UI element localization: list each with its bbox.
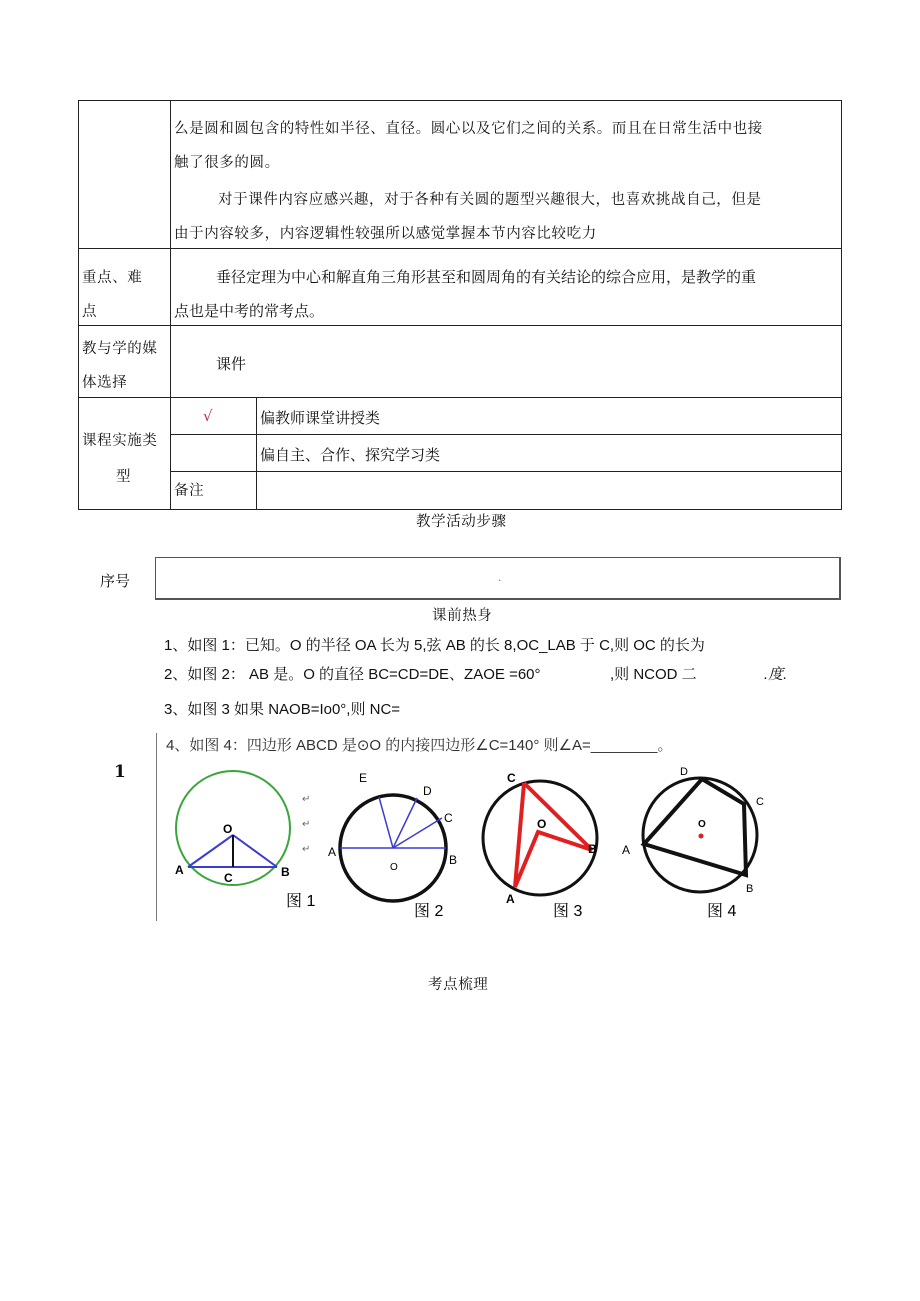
- media-label-line-2: 体选择: [82, 375, 128, 391]
- media-label-line-1: 教与学的媒: [82, 341, 158, 357]
- fig3-label-c: C: [507, 771, 516, 785]
- type-label-line-2: 型: [116, 469, 132, 485]
- figure-left-border: [156, 733, 157, 921]
- question-2b: ,则 NCOD 二: [610, 666, 697, 683]
- fig1-label-c: C: [224, 871, 233, 885]
- fig1-label-o: O: [223, 822, 233, 836]
- check-mark-icon: √: [203, 407, 213, 425]
- interest-line-1: 对于课件内容应感兴趣，对于各种有关圆的题型兴趣很大，也喜欢挑战自己，但是: [218, 192, 762, 208]
- fig3-label-b: B: [588, 842, 597, 856]
- fig3-label-a: A: [506, 892, 515, 906]
- fig2-caption: 图 2: [414, 903, 444, 920]
- fig2-label-e: E: [359, 771, 368, 785]
- fig1-caption: 图 1: [286, 893, 316, 910]
- fig2-radius-oe: [379, 797, 393, 848]
- remark-label: 备注: [174, 483, 205, 499]
- key-text-line-2: 点也是中考的常考点。: [174, 303, 325, 320]
- question-1: 1、如图 1：已知。O 的半径 OA 长为 5,弦 AB 的长 8,OC_LAB 于 C,则 OC 的长为: [164, 637, 705, 654]
- fig2-label-d: D: [423, 784, 432, 798]
- figure-4: [622, 766, 764, 920]
- figure-3: [483, 771, 597, 920]
- return-mark-2: ↵: [302, 819, 311, 830]
- fig4-label-o: O: [698, 819, 706, 830]
- seq-box-dot: ·: [498, 576, 502, 587]
- warmup-title: 课前热身: [432, 608, 493, 624]
- figure-1: [175, 771, 315, 910]
- fig4-caption: 图 4: [707, 903, 737, 920]
- figure-2: [328, 771, 457, 920]
- fig3-label-o: O: [537, 817, 547, 831]
- figures-panel: [160, 760, 800, 925]
- seq-label: 序号: [100, 573, 131, 590]
- fig1-label-a: A: [175, 863, 184, 877]
- media-value: 课件: [216, 356, 247, 373]
- fig4-center-dot: [699, 834, 704, 839]
- steps-title: 教学活动步骤: [416, 514, 507, 530]
- question-3: 3、如图 3 如果 NAOB=Io0°,则 NC=: [164, 701, 401, 718]
- question-2a: 2、如图 2： AB 是。O 的直径 BC=CD=DE、ZAOE =60°: [164, 666, 541, 683]
- key-label-line-2: 点: [82, 304, 98, 320]
- type-label-line-1: 课程实施类: [82, 433, 158, 449]
- fig1-label-b: B: [281, 865, 290, 879]
- return-mark-1: ↵: [302, 794, 311, 805]
- fig2-label-o: O: [390, 862, 398, 873]
- fig3-caption: 图 3: [553, 903, 583, 920]
- question-2c: .度.: [764, 666, 788, 683]
- fig4-label-c: C: [756, 796, 764, 808]
- type-option-inquiry: 偏自主、合作、探究学习类: [260, 447, 441, 464]
- seq-box: [155, 557, 841, 600]
- fig2-label-c: C: [444, 811, 453, 825]
- key-label-line-1: 重点、难: [82, 270, 143, 286]
- row-number: 1: [114, 762, 126, 782]
- fig2-label-b: B: [449, 853, 458, 867]
- fig4-label-a: A: [622, 843, 631, 857]
- points-title: 考点梳理: [428, 977, 489, 993]
- fig1-radius-ob: [233, 835, 277, 867]
- question-4: 4、如图 4：四边形 ABCD 是⊙O 的内接四边形∠C=140° 则∠A=________。: [166, 737, 673, 754]
- type-option-lecture: 偏教师课堂讲授类: [260, 410, 381, 427]
- fig4-label-b: B: [746, 883, 754, 895]
- fig4-label-d: D: [680, 766, 688, 778]
- return-mark-3: ↵: [302, 844, 311, 855]
- fig1-radius-oa: [188, 835, 233, 867]
- intro-line-2: 触了很多的圆。: [174, 155, 280, 171]
- interest-line-2: 由于内容较多，内容逻辑性较强所以感觉掌握本节内容比较吃力: [174, 226, 597, 242]
- intro-line-1: 么是圆和圆包含的特性如半径、直径。圆心以及它们之间的关系。而且在日常生活中也接: [174, 121, 763, 137]
- key-text-line-1: 垂径定理为中心和解直角三角形甚至和圆周角的有关结论的综合应用，是教学的重: [216, 269, 757, 286]
- fig2-label-a: A: [328, 845, 337, 859]
